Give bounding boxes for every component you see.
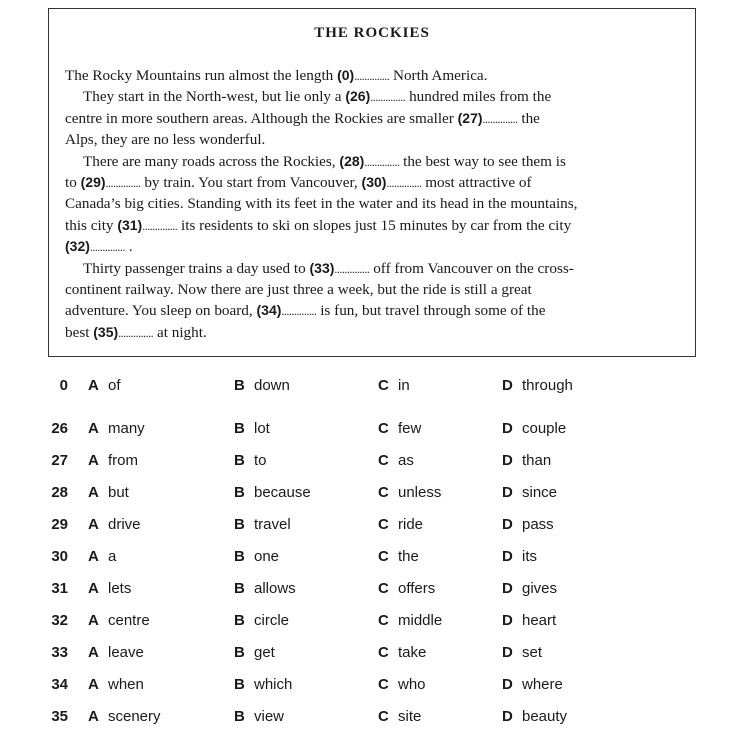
option-a bbox=[88, 580, 131, 597]
option-c bbox=[378, 708, 421, 725]
gap-blank: .............. bbox=[89, 240, 125, 255]
option-b bbox=[234, 708, 284, 725]
passage-line bbox=[65, 86, 681, 107]
question-row bbox=[0, 580, 750, 602]
option-letter: C bbox=[378, 548, 389, 565]
option-a bbox=[88, 708, 161, 725]
option-letter: A bbox=[88, 580, 99, 597]
option-letter: B bbox=[234, 377, 245, 394]
option-letter: D bbox=[502, 484, 513, 501]
gap-number: (31) bbox=[117, 216, 143, 233]
option-word: through bbox=[522, 377, 573, 394]
option-letter: B bbox=[234, 516, 245, 533]
gap-number: (33) bbox=[309, 259, 335, 276]
option-letter: C bbox=[378, 676, 389, 693]
option-letter: B bbox=[234, 548, 245, 565]
option-word: few bbox=[398, 420, 422, 437]
option-word: but bbox=[108, 484, 129, 501]
passage-title: THE ROCKIES bbox=[314, 25, 430, 41]
option-letter: D bbox=[502, 580, 513, 597]
gap-blank: .............. bbox=[354, 69, 390, 83]
passage-text-segment: hundred miles from the bbox=[405, 88, 552, 106]
gap-blank: .............. bbox=[364, 154, 400, 169]
passage-line bbox=[65, 322, 681, 343]
question-row bbox=[0, 676, 750, 698]
question-number: 29 bbox=[51, 516, 68, 533]
option-word: ride bbox=[398, 516, 424, 533]
passage-text-segment: is fun, but travel through some of the bbox=[316, 302, 546, 320]
option-d bbox=[502, 420, 566, 437]
option-word: when bbox=[108, 676, 144, 693]
option-word: circle bbox=[254, 612, 290, 629]
passage-line bbox=[65, 108, 681, 129]
passage-line bbox=[65, 279, 681, 300]
question-row bbox=[0, 377, 750, 399]
passage-line bbox=[65, 129, 681, 150]
question-row bbox=[0, 484, 750, 506]
question-row bbox=[0, 420, 750, 442]
option-word: the bbox=[398, 548, 419, 565]
option-word: than bbox=[522, 452, 552, 469]
option-word: in bbox=[398, 377, 410, 394]
option-word: its bbox=[522, 548, 537, 565]
option-word: heart bbox=[522, 612, 557, 629]
option-letter: A bbox=[88, 644, 99, 661]
gap-number: (0) bbox=[337, 67, 355, 83]
option-word: who bbox=[398, 676, 426, 693]
option-letter: C bbox=[378, 420, 389, 437]
option-word: a bbox=[108, 548, 117, 565]
option-c bbox=[378, 377, 410, 394]
option-d bbox=[502, 377, 573, 394]
option-a bbox=[88, 484, 129, 501]
passage-text-segment: the best way to see them is bbox=[399, 152, 566, 170]
question-row bbox=[0, 708, 750, 730]
option-word: centre bbox=[108, 612, 150, 629]
gap-blank: .............. bbox=[386, 175, 422, 190]
option-letter: C bbox=[378, 644, 389, 661]
option-word: drive bbox=[108, 516, 141, 533]
option-letter: C bbox=[378, 484, 389, 501]
option-word: lot bbox=[254, 420, 270, 437]
option-word: gives bbox=[522, 580, 558, 597]
question-number: 32 bbox=[51, 612, 68, 629]
option-letter: B bbox=[234, 708, 245, 725]
option-a bbox=[88, 548, 116, 565]
question-number: 0 bbox=[59, 377, 68, 394]
option-letter: A bbox=[88, 676, 99, 693]
option-word: travel bbox=[254, 516, 291, 533]
passage-text-segment: continent railway. Now there are just three a week, but the ride is still a great bbox=[65, 280, 532, 298]
option-letter: D bbox=[502, 676, 513, 693]
option-letter: D bbox=[502, 548, 513, 565]
option-d bbox=[502, 484, 557, 501]
option-letter: B bbox=[234, 452, 245, 469]
option-c bbox=[378, 452, 414, 469]
passage-line bbox=[65, 172, 681, 193]
option-word: view bbox=[254, 708, 285, 725]
option-a bbox=[88, 612, 150, 629]
gap-blank: .............. bbox=[142, 218, 178, 233]
gap-blank: .............. bbox=[281, 304, 317, 319]
gap-number: (34) bbox=[256, 302, 282, 319]
option-b bbox=[234, 377, 290, 394]
option-b bbox=[234, 516, 291, 533]
option-letter: D bbox=[502, 708, 513, 725]
option-letter: C bbox=[378, 377, 389, 394]
gap-number: (29) bbox=[80, 173, 106, 190]
option-letter: C bbox=[378, 452, 389, 469]
gap-blank: .............. bbox=[118, 325, 154, 340]
gap-number: (30) bbox=[361, 173, 387, 190]
gap-blank: .............. bbox=[482, 111, 518, 126]
option-d bbox=[502, 708, 567, 725]
option-letter: B bbox=[234, 484, 245, 501]
option-letter: D bbox=[502, 516, 513, 533]
option-word: down bbox=[254, 377, 290, 394]
option-a bbox=[88, 644, 144, 661]
passage-text-segment: . bbox=[124, 238, 133, 256]
option-letter: D bbox=[502, 420, 513, 437]
question-number: 27 bbox=[51, 452, 68, 469]
option-d bbox=[502, 676, 563, 693]
option-word: offers bbox=[398, 580, 436, 597]
passage-text-segment: Thirty passenger trains a day used to bbox=[83, 259, 310, 277]
passage-line bbox=[65, 300, 681, 321]
passage-text-segment: this city bbox=[65, 216, 118, 234]
option-d bbox=[502, 580, 557, 597]
passage-text-segment: its residents to ski on slopes just 15 minutes by car from the city bbox=[177, 216, 572, 234]
option-word: unless bbox=[398, 484, 442, 501]
option-a bbox=[88, 377, 121, 394]
question-number: 28 bbox=[51, 484, 68, 501]
option-letter: B bbox=[234, 644, 245, 661]
option-c bbox=[378, 612, 442, 629]
option-c bbox=[378, 676, 426, 693]
option-a bbox=[88, 420, 145, 437]
option-word: since bbox=[522, 484, 558, 501]
question-row bbox=[0, 612, 750, 634]
option-letter: C bbox=[378, 516, 389, 533]
gap-number: (27) bbox=[457, 109, 483, 126]
passage-text-segment: best bbox=[65, 323, 94, 341]
gap-number: (35) bbox=[93, 323, 119, 340]
gap-number: (32) bbox=[65, 238, 90, 255]
passage-box bbox=[48, 8, 696, 357]
option-word: middle bbox=[398, 612, 443, 629]
passage-text-segment: The Rocky Mountains run almost the length bbox=[65, 67, 338, 84]
option-word: one bbox=[254, 548, 280, 565]
passage-line bbox=[65, 193, 681, 214]
passage-line bbox=[65, 151, 681, 172]
option-letter: A bbox=[88, 420, 99, 437]
question-number: 34 bbox=[51, 676, 68, 693]
option-word: couple bbox=[522, 420, 567, 437]
question-number: 26 bbox=[51, 420, 68, 437]
option-d bbox=[502, 452, 551, 469]
option-letter: A bbox=[88, 516, 99, 533]
option-c bbox=[378, 420, 421, 437]
passage-text-segment: centre in more southern areas. Although the Rockies are smaller bbox=[65, 109, 458, 127]
option-b bbox=[234, 612, 289, 629]
option-c bbox=[378, 548, 419, 565]
option-letter: C bbox=[378, 708, 389, 725]
question-row bbox=[0, 548, 750, 570]
option-letter: D bbox=[502, 612, 513, 629]
option-a bbox=[88, 676, 144, 693]
option-word: where bbox=[522, 676, 563, 693]
question-number: 31 bbox=[51, 580, 68, 597]
gap-number: (26) bbox=[345, 88, 371, 105]
option-b bbox=[234, 484, 311, 501]
passage-text-segment: North America. bbox=[389, 67, 488, 84]
option-b bbox=[234, 452, 267, 469]
option-word: beauty bbox=[522, 708, 568, 725]
passage-text-segment: They start in the North-west, but lie only a bbox=[83, 88, 346, 106]
passage-text-segment: at night. bbox=[153, 323, 207, 341]
option-word: which bbox=[254, 676, 293, 693]
passage-text-segment: by train. You start from Vancouver, bbox=[140, 173, 362, 191]
passage-text-segment: There are many roads across the Rockies, bbox=[83, 152, 340, 170]
option-c bbox=[378, 484, 441, 501]
option-word: many bbox=[108, 420, 145, 437]
option-b bbox=[234, 676, 292, 693]
option-letter: C bbox=[378, 580, 389, 597]
question-number: 30 bbox=[51, 548, 68, 565]
gap-number: (28) bbox=[339, 152, 365, 169]
question-row bbox=[0, 452, 750, 474]
option-c bbox=[378, 644, 426, 661]
passage-text bbox=[65, 65, 681, 343]
option-word: allows bbox=[254, 580, 296, 597]
option-word: to bbox=[254, 452, 267, 469]
option-word: get bbox=[254, 644, 275, 661]
option-d bbox=[502, 548, 537, 565]
option-letter: B bbox=[234, 420, 245, 437]
gap-blank: .............. bbox=[370, 90, 406, 105]
option-word: as bbox=[398, 452, 414, 469]
passage-text-segment: most attractive of bbox=[421, 173, 532, 191]
option-letter: D bbox=[502, 377, 513, 394]
option-word: because bbox=[254, 484, 311, 501]
passage-text-segment: the bbox=[517, 109, 540, 127]
gap-blank: .............. bbox=[334, 261, 370, 276]
passage-text-segment: off from Vancouver on the cross- bbox=[369, 259, 574, 277]
option-c bbox=[378, 516, 423, 533]
option-word: lets bbox=[108, 580, 132, 597]
option-letter: C bbox=[378, 612, 389, 629]
option-letter: A bbox=[88, 484, 99, 501]
passage-line bbox=[65, 236, 681, 257]
option-c bbox=[378, 580, 435, 597]
passage-text-segment: Alps, they are no less wonderful. bbox=[65, 131, 266, 149]
option-letter: A bbox=[88, 548, 99, 565]
option-letter: B bbox=[234, 580, 245, 597]
passage-line bbox=[65, 215, 681, 236]
option-letter: D bbox=[502, 644, 513, 661]
option-word: set bbox=[522, 644, 543, 661]
option-d bbox=[502, 516, 554, 533]
passage-text-segment: Canada’s big cities. Standing with its feet in the water and its head in the mountains, bbox=[65, 195, 578, 213]
option-word: pass bbox=[522, 516, 554, 533]
passage-text-segment: to bbox=[65, 173, 81, 191]
option-letter: A bbox=[88, 708, 99, 725]
option-word: scenery bbox=[108, 708, 161, 725]
question-number: 35 bbox=[51, 708, 68, 725]
option-word: take bbox=[398, 644, 427, 661]
option-a bbox=[88, 516, 141, 533]
option-word: from bbox=[108, 452, 138, 469]
passage-line bbox=[65, 65, 681, 86]
option-word: of bbox=[108, 377, 121, 394]
passage-line bbox=[65, 258, 681, 279]
option-b bbox=[234, 580, 296, 597]
option-letter: B bbox=[234, 676, 245, 693]
option-b bbox=[234, 548, 279, 565]
option-letter: D bbox=[502, 452, 513, 469]
option-b bbox=[234, 644, 275, 661]
question-number: 33 bbox=[51, 644, 68, 661]
option-letter: B bbox=[234, 612, 245, 629]
option-d bbox=[502, 612, 556, 629]
passage-text-segment: adventure. You sleep on board, bbox=[65, 302, 257, 320]
option-d bbox=[502, 644, 542, 661]
option-letter: A bbox=[88, 612, 99, 629]
question-row bbox=[0, 644, 750, 666]
option-a bbox=[88, 452, 138, 469]
question-row bbox=[0, 516, 750, 538]
option-letter: A bbox=[88, 377, 99, 394]
option-word: leave bbox=[108, 644, 144, 661]
gap-blank: .............. bbox=[105, 175, 141, 190]
option-letter: A bbox=[88, 452, 99, 469]
option-word: site bbox=[398, 708, 422, 725]
option-b bbox=[234, 420, 270, 437]
